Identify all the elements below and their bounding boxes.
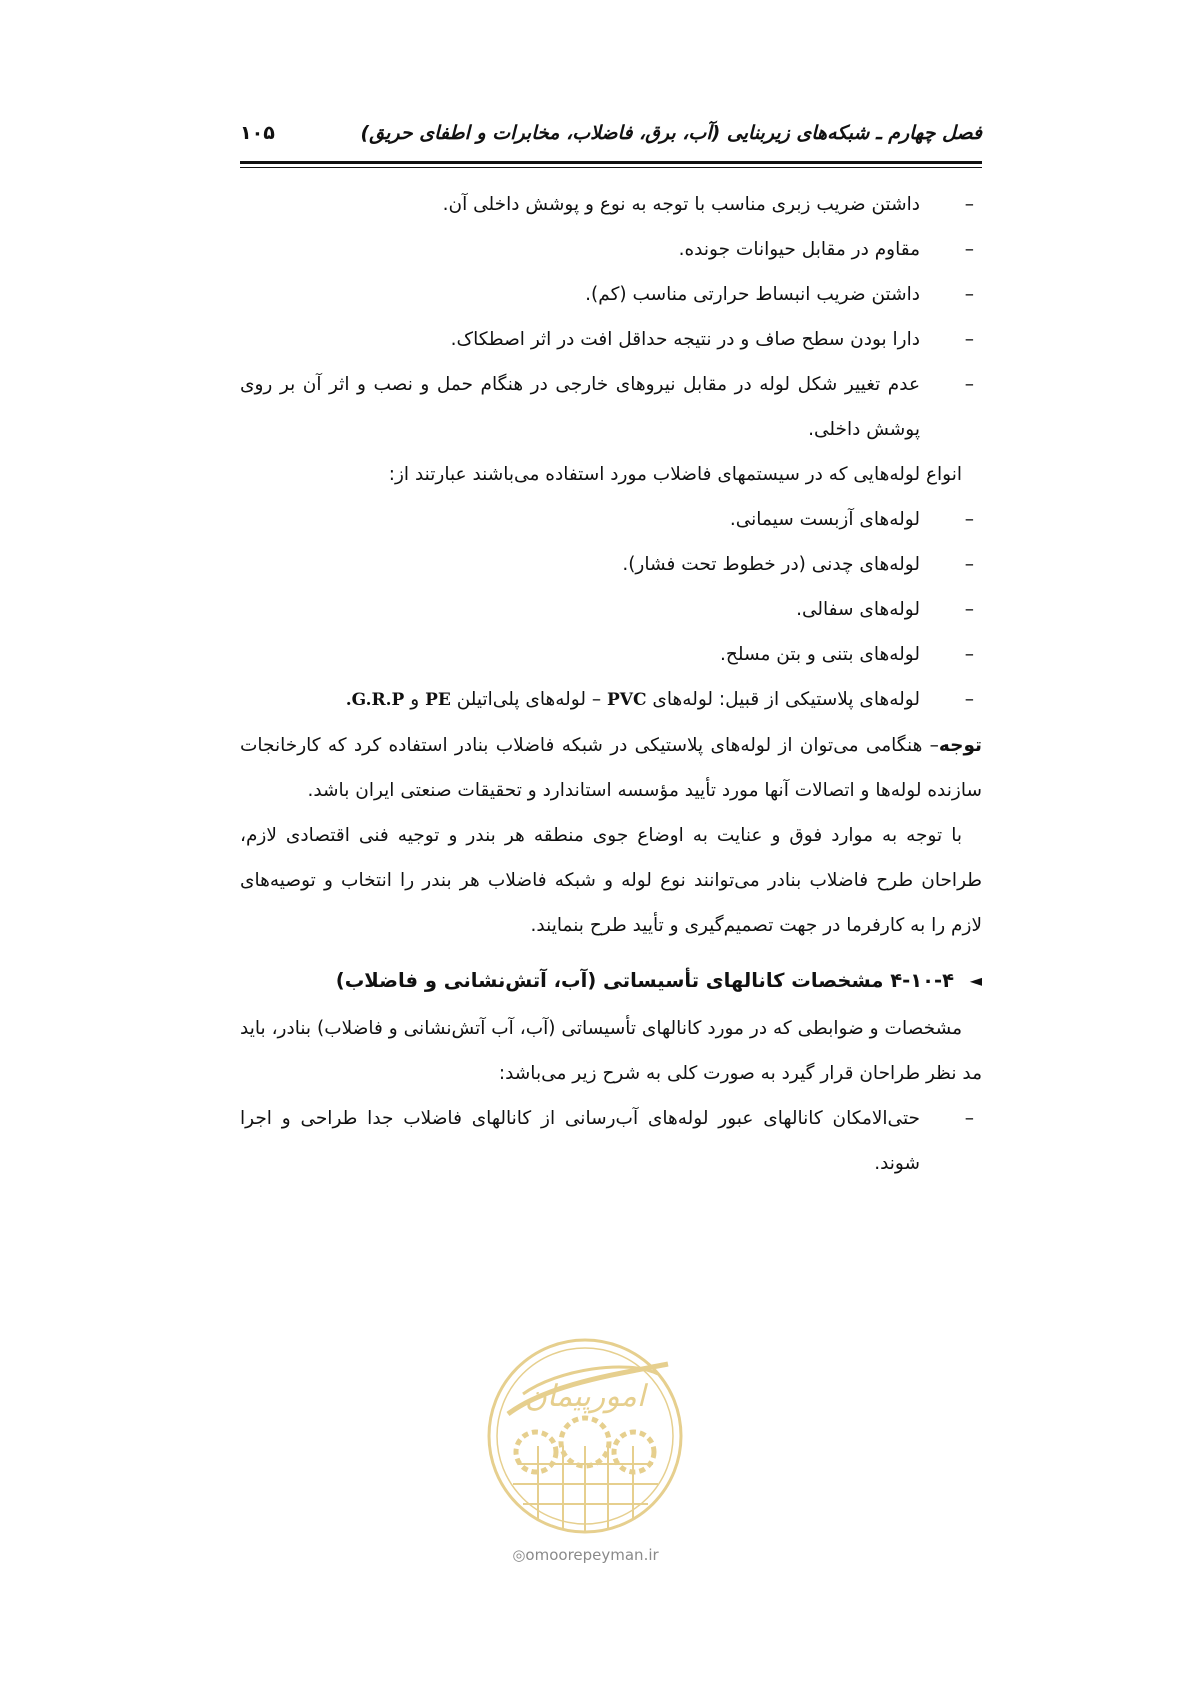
list-item — [240, 497, 982, 542]
plastic-text-1: لوله‌های پلاستیکی از قبیل: لوله‌های — [652, 689, 920, 710]
list-item-text: دارا بودن سطح صاف و در نتیجه حداقل افت در اثر اصطکاک. — [450, 329, 920, 350]
header-rule-thick — [240, 161, 982, 164]
triangle-marker-icon: ◄ — [969, 971, 982, 990]
list-item — [240, 1096, 982, 1186]
types-intro-text: انواع لوله‌هایی که در سیستمهای فاضلاب مورد استفاده می‌باشند عبارتند از: — [388, 464, 962, 485]
list-item — [240, 542, 982, 587]
watermark-logo — [478, 1334, 693, 1539]
chapter-title: فصل چهارم ـ شبکه‌های زیربنایی (آب، برق، فاضلاب، مخابرات و اطفای حریق) — [360, 122, 982, 144]
types-intro — [240, 452, 982, 497]
page-body — [240, 182, 982, 1186]
pe-label: PE — [425, 690, 451, 710]
plastic-end: . — [345, 690, 352, 710]
watermark-site-text: omoorepeyman.ir — [525, 1546, 659, 1564]
section-number: ۴-۱۰-۴ — [890, 969, 954, 992]
note-label: توجه — [938, 735, 982, 756]
list-item — [240, 272, 982, 317]
globe-icon: ◎ — [512, 1546, 526, 1564]
bullet-dash: – — [964, 239, 974, 260]
list-item — [240, 317, 982, 362]
list-item-text: حتی‌الامکان کانالهای عبور لوله‌های آب‌رسانی از کانالهای فاضلاب جدا طراحی و اجرا شوند. — [240, 1108, 920, 1174]
header-rule-thin — [240, 167, 982, 168]
list-item — [240, 362, 982, 452]
note-text: – هنگامی می‌توان از لوله‌های پلاستیکی در شبکه فاضلاب بنادر استفاده کرد که کارخانجات سازنده لوله‌ها و اتصالات آنها مورد تأیید مؤسسه استاندارد و تحقیقات صنعتی ایران باشد. — [240, 735, 982, 801]
bullet-dash: – — [964, 329, 974, 350]
list-item-text: لوله‌های بتنی و بتن مسلح. — [720, 644, 920, 665]
bullet-dash: – — [964, 194, 974, 215]
section-paragraph: مشخصات و ضوابطی که در مورد کانالهای تأسیساتی (آب، آب آتش‌نشانی و فاضلاب) بنادر، باید مد نظر طراحان قرار گیرد به صورت کلی به شرح زیر می‌باشد: — [240, 1018, 982, 1084]
bullet-dash: – — [964, 644, 974, 665]
bullet-dash: – — [964, 284, 974, 305]
list-item-text: عدم تغییر شکل لوله در مقابل نیروهای خارجی در هنگام حمل و نصب و اثر آن بر روی پوشش داخلی. — [240, 374, 920, 440]
list-item-text: داشتن ضریب انبساط حرارتی مناسب (کم). — [585, 284, 920, 305]
plastic-text-2: – لوله‌های پلی‌اتیلن — [456, 689, 602, 710]
pvc-label: PVC — [607, 690, 647, 710]
list-item — [240, 182, 982, 227]
list-item — [240, 632, 982, 677]
bullet-dash: – — [964, 374, 974, 395]
body-paragraph: با توجه به موارد فوق و عنایت به اوضاع جوی منطقه هر بندر و توجیه فنی اقتصادی لازم، طراحان طرح فاضلاب بنادر می‌توانند نوع لوله و شبکه فاضلاب هر بندر را انتخاب و توصیه‌های لازم را به کارفرما در جهت تصمیم‌گیری و تأیید طرح بنمایند. — [240, 825, 982, 936]
list-item-text: مقاوم در مقابل حیوانات جونده. — [678, 239, 920, 260]
bullet-dash: – — [964, 689, 974, 710]
bullet-dash: – — [964, 599, 974, 620]
note-paragraph — [240, 723, 982, 813]
and-word: و — [410, 689, 420, 710]
watermark-site — [478, 1546, 693, 1564]
list-item-text: لوله‌های چدنی (در خطوط تحت فشار). — [622, 554, 920, 575]
page-number: ۱۰۵ — [240, 122, 275, 144]
list-item-plastic — [240, 677, 982, 723]
grp-label: G.R.P — [351, 690, 405, 710]
page-header — [240, 122, 982, 162]
list-item — [240, 587, 982, 632]
list-item-text: لوله‌های سفالی. — [796, 599, 920, 620]
list-item-text: لوله‌های آزبست سیمانی. — [729, 509, 920, 530]
list-item — [240, 227, 982, 272]
list-item-text: داشتن ضریب زبری مناسب با توجه به نوع و پوشش داخلی آن. — [442, 194, 920, 215]
bullet-dash: – — [964, 1108, 974, 1129]
section-heading — [240, 956, 982, 1006]
bullet-dash: – — [964, 554, 974, 575]
section-title: مشخصات کانالهای تأسیساتی (آب، آتش‌نشانی و فاضلاب) — [335, 969, 884, 992]
bullet-dash: – — [964, 509, 974, 530]
watermark-logo-text: امورپیمان — [524, 1379, 646, 1414]
